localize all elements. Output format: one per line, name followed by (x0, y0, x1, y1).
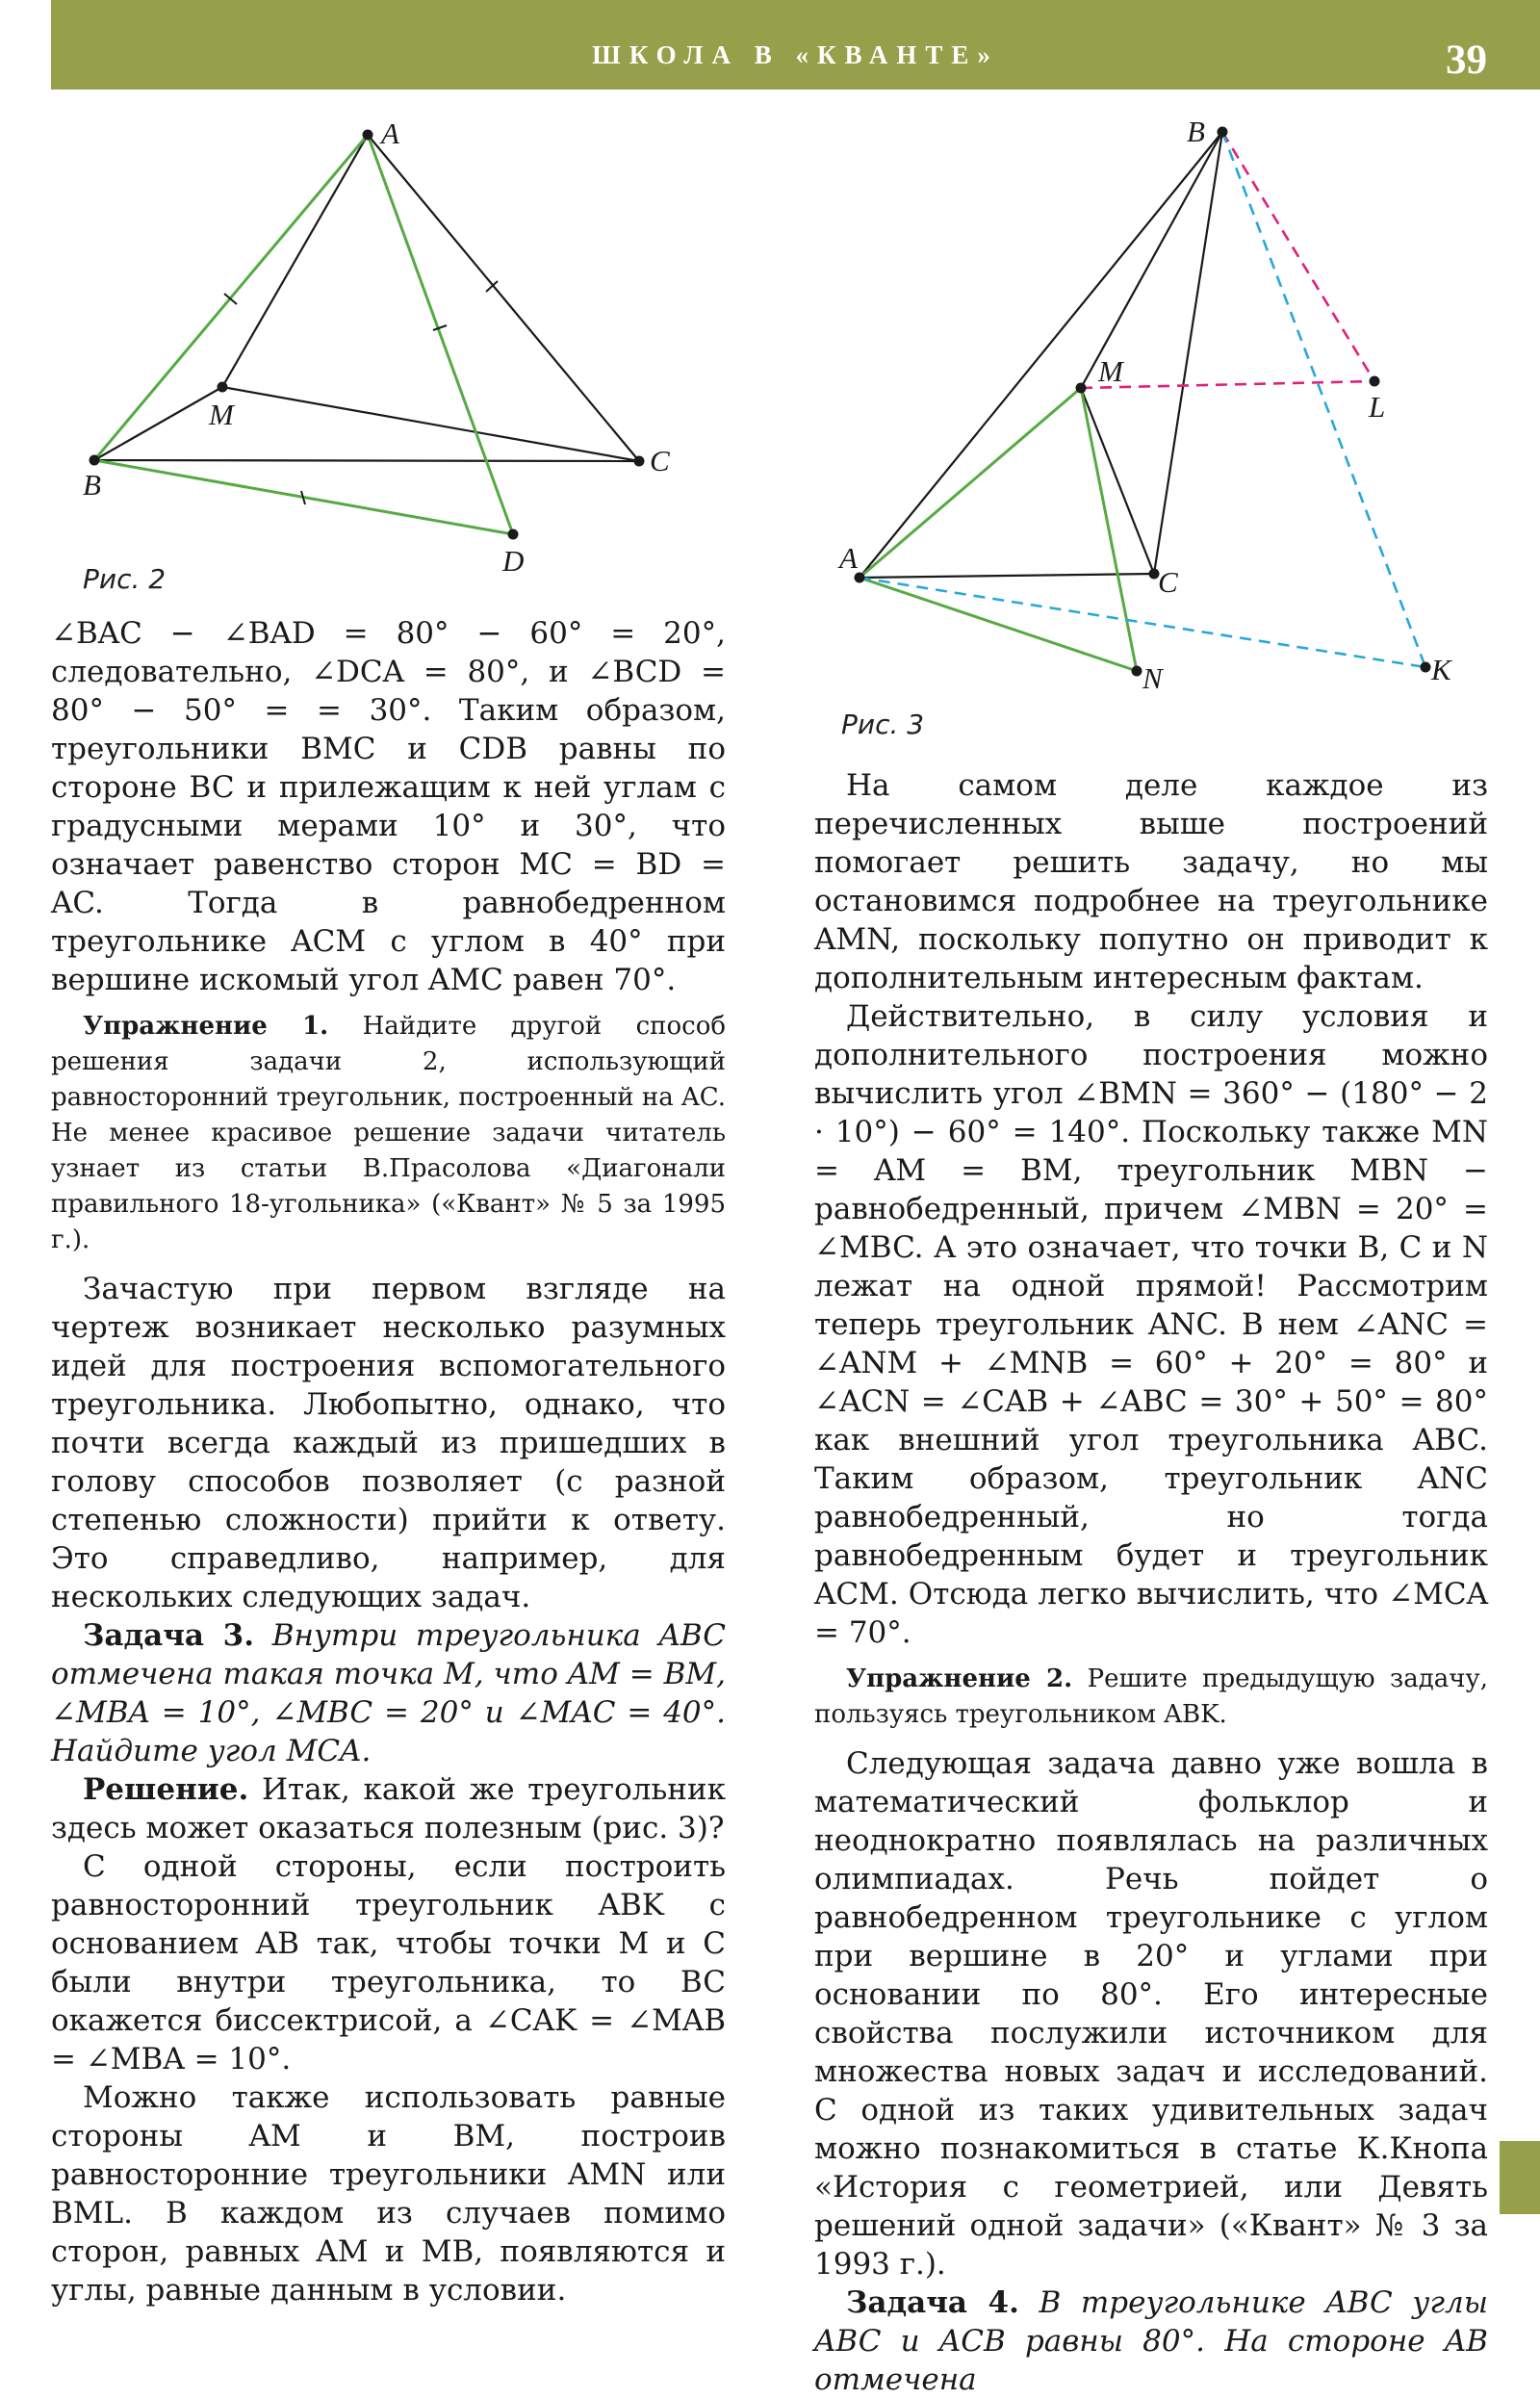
task-4-label: Задача 4. (846, 2285, 1019, 2320)
solution-text: Итак, какой же треугольник здесь может оказаться полезным (рис. 3)? (51, 1772, 726, 1845)
fig2-label-C: C (650, 444, 670, 477)
fig2-label-B: B (83, 468, 101, 502)
page-number: 39 (1446, 38, 1487, 83)
fig2-label-D: D (502, 544, 525, 578)
fig3-edge-BA (860, 132, 1222, 578)
fig3-edge-MC (1081, 388, 1154, 574)
fig3-label-L: L (1369, 390, 1386, 424)
left-paragraph-3: С одной стороны, если построить равносторонний треугольник ABK с основанием AB так, чтобы точки M и C были внутри треугольника, то BC окажется биссектрисой, а ∠CAK = ∠MAB = ∠MBA = 10°. (51, 1849, 726, 2077)
fig3-edge-BM (1081, 132, 1222, 388)
fig3-edge-BL (1222, 132, 1374, 381)
left-paragraph-4: Можно также использовать равные стороны AM и BM, построив равносторонние треугольники AMN или BML. В каждом из случаев помимо сторон, равных AM и MB, появляются и углы, равные данным в условии. (51, 2080, 726, 2308)
fig3-edge-AN (860, 578, 1137, 671)
exercise-2 (814, 1662, 1488, 1733)
fig3-edge-ML (1081, 381, 1374, 388)
exercise-2-label: Упражнение 2. (846, 1664, 1073, 1693)
fig3-edge-AC (860, 574, 1154, 578)
right-paragraph-1: На самом деле каждое из перечисленных выше построений помогает решить задачу, но мы остановимся подробнее на треугольнике AMN, поскольку попутно он приводит к дополнительным интересным фактам. (814, 768, 1488, 995)
left-paragraph-1: ∠BAC − ∠BAD = 80° − 60° = 20°, следовательно, ∠DCA = 80°, и ∠BCD = 80° − 50° = = 30°. Таким образом, треугольники BMC и CDB равны по стороне BC и прилежащим к ней углам с градусными мерами 10° и 30°, что означает равенство сторон MC = BD = AC. Тогда в равнобедренном треугольнике ACM с углом в 40° при вершине искомый угол AMC равен 70°. (51, 616, 726, 997)
fig3-point-K (1421, 662, 1431, 673)
fig3-point-N (1132, 666, 1142, 677)
fig3-label-C: C (1158, 565, 1178, 599)
exercise-2-text: Решите предыдущую задачу, пользуясь треугольником ABK. (814, 1664, 1488, 1729)
fig3-edge-BC (1154, 132, 1222, 574)
fig3-edge-AK (860, 578, 1425, 667)
right-paragraph-3: Следующая задача давно уже вошла в математический фольклор и неоднократно появлялась на различных олимпиадах. Речь пойдет о равнобедренном треугольнике с углом при вершине в 20° и углами при основании по 80°. Его интересные свойства послужили источником для множества новых задач и исследований. С одной из таких удивительных задач можно познакомиться в статье К.Кнопа «История с геометрией, или Девять решений одной задачи» («Квант» № 3 за 1993 г.). (814, 1746, 1488, 2282)
right-paragraph-2: Действительно, в силу условия и дополнительного построения можно вычислить угол ∠BMN = 360° − (180° − 2 · 10°) − 60° = 140°. Поскольку также MN = AM = BM, треугольник MBN − равнобедренный, причем ∠MBN = 20° = ∠MBC. А это означает, что точки B, C и N лежат на одной прямой! Рассмотрим теперь треугольник ANC. В нем ∠ANC = ∠ANM + ∠MNB = 60° + 20° = 80° и ∠ACN = ∠CAB + ∠ABC = 30° + 50° = 80° как внешний угол треугольника ABC. Таким образом, треугольник ANC равнобедренный, но тогда равнобедренным будет и треугольник ACM. Отсюда легко вычислить, что ∠MCA = 70°. (814, 999, 1488, 1650)
fig3-edge-BK (1222, 132, 1425, 667)
left-column (51, 614, 726, 2309)
task-4 (814, 2283, 1488, 2399)
task-4-text: В треугольнике ABC углы ABC и ACB равны 80°. На стороне AB отмечена (814, 2285, 1488, 2397)
left-paragraph-2: Зачастую при первом взгляде на чертеж возникает несколько разумных идей для построения вспомогательного треугольника. Любопытно, однако, что почти всегда каждый из пришедших в голову способов позволяет (с разной степенью сложности) прийти к ответу. Это справедливо, например, для нескольких следующих задач. (51, 1272, 726, 1614)
exercise-1 (51, 1009, 726, 1258)
fig3-label-M: M (1098, 354, 1123, 388)
fig3-point-L (1370, 376, 1380, 387)
exercise-1-label: Упражнение 1. (83, 1012, 329, 1041)
task-3-text: Внутри треугольника ABC отмечена такая точка M, что AM = BM, ∠MBA = 10°, ∠MBC = 20° и ∠MAC = 40°. Найдите угол MCA. (51, 1618, 726, 1768)
solution-label: Решение. (83, 1772, 249, 1807)
solution (51, 1770, 726, 1847)
corner-decoration (1500, 2141, 1540, 2214)
fig3-label-A: A (839, 541, 858, 575)
fig3-edge-MN (1081, 388, 1137, 671)
fig3-label-B: B (1187, 115, 1205, 148)
exercise-1-text: Найдите другой способ решения задачи 2, использующий равносторонний треугольник, построенный на AC. Не менее красивое решение задачи читатель узнает из статьи В.Прасолова «Диагонали правильного 18-угольника» («Квант» № 5 за 1995 г.). (51, 1012, 727, 1254)
fig2-label-A: A (381, 116, 399, 150)
fig3-point-M (1076, 383, 1087, 394)
task-3 (51, 1616, 726, 1770)
right-column (814, 766, 1488, 2399)
task-3-label: Задача 3. (83, 1618, 255, 1653)
fig3-edge-AM (860, 388, 1081, 578)
fig3-caption: Рис. 3 (841, 709, 925, 740)
fig3-label-K: K (1431, 653, 1451, 686)
fig3-point-B (1218, 127, 1228, 138)
fig3-label-N: N (1142, 661, 1163, 695)
running-title: ШКОЛА В «КВАНТЕ» (592, 40, 999, 69)
fig2-caption: Рис. 2 (83, 563, 167, 595)
fig2-label-M: M (209, 398, 234, 431)
